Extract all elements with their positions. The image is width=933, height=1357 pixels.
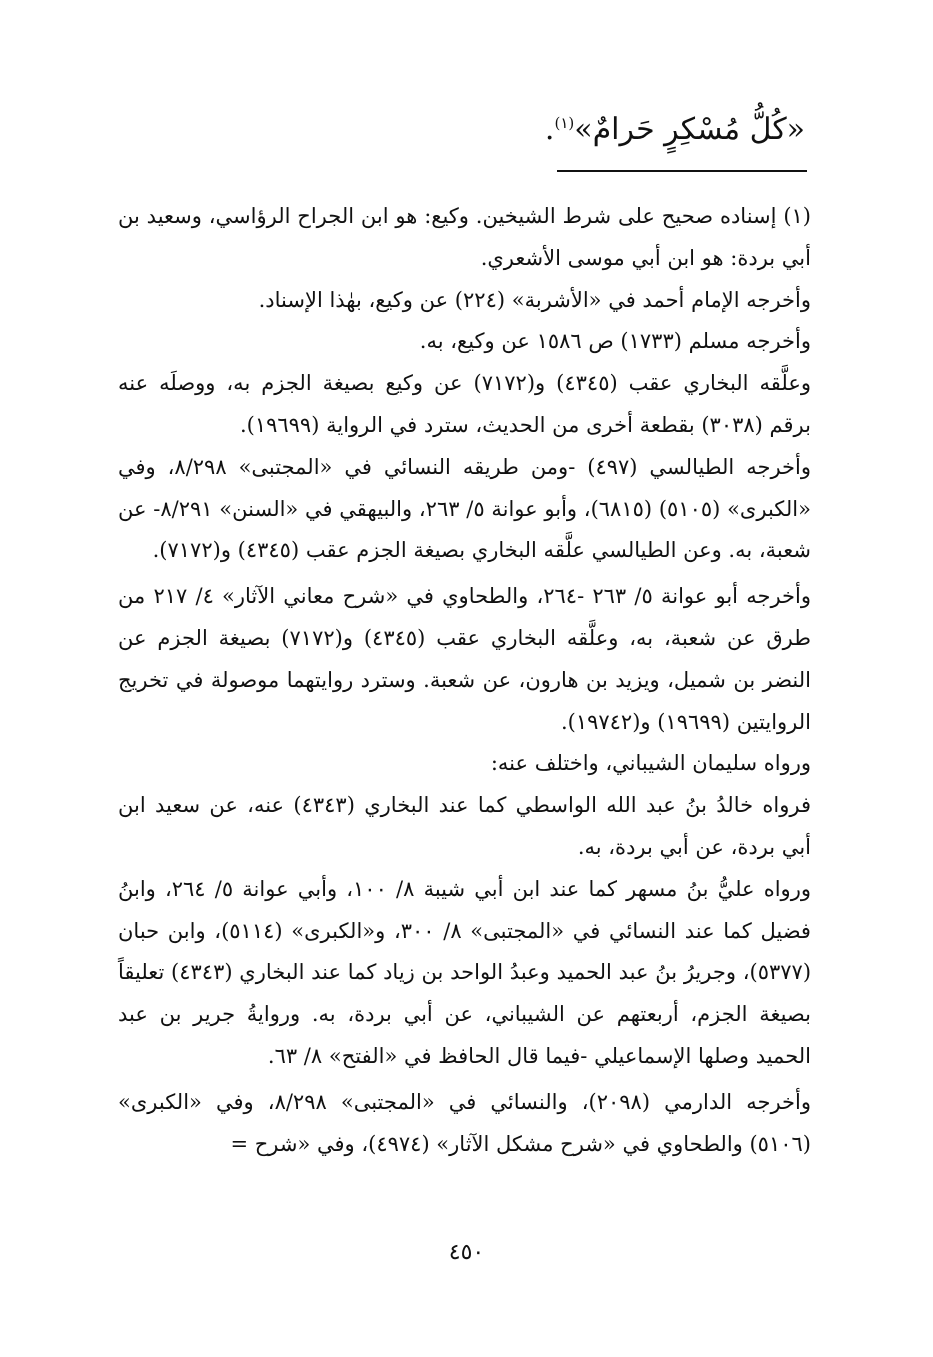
end-mark: . bbox=[544, 112, 555, 147]
footnote-paragraph: (١) إسناده صحيح على شرط الشيخين. وكيع: هو ابن الجراح الرؤاسي، وسعيد بن أبي بردة: هو ابن أبي موسى الأشعري. bbox=[118, 204, 811, 270]
hadith-text-block bbox=[110, 108, 805, 152]
page-number: ٤٥٠ bbox=[448, 1240, 485, 1265]
footnote-paragraph: ورواه سليمان الشيباني، واختلف عنه: bbox=[490, 751, 811, 776]
footnote-paragraph: وأخرجه مسلم (١٧٣٣) ص ١٥٨٦ عن وكيع، به. bbox=[419, 329, 811, 354]
footnote-paragraph: وأخرجه الإمام أحمد في «الأشربة» (٢٢٤) عن وكيع، بهٰذا الإسناد. bbox=[258, 287, 811, 312]
footnote-paragraph: وعلَّقه البخاري عقب (٤٣٤٥) و(٧١٧٢) عن وكيع بصيغة الجزم به، ووصلَه عنه برقم (٣٠٣٨) بقطعة أخرى من الحديث، سترد في الرواية (١٩٦٩٩). bbox=[118, 371, 811, 437]
footnote-separator bbox=[557, 170, 807, 172]
footnote-paragraph: وأخرجه الطيالسي (٤٩٧) -ومن طريقه النسائي في «المجتبى» ٨/٢٩٨، وفي «الكبرى» (٥١٠٥) (٦٨١٥)، وأبو عوانة ٥/ ٢٦٣، والبيهقي في «السنن» ٨/٢٩١- عن شعبة، به. وعن الطيالسي علَّقه البخاري بصيغة الجزم عقب (٤٣٤٥) و(٧١٧٢). bbox=[118, 454, 811, 563]
footnotes-section bbox=[118, 196, 811, 1165]
footnote-marker: (١) bbox=[554, 114, 575, 132]
footnote-paragraph: وأخرجه الدارمي (٢٠٩٨)، والنسائي في «المجتبى» ٨/٢٩٨، وفي «الكبرى» (٥١٠٦) والطحاوي في «شرح مشكل الآثار» (٤٩٧٤)، وفي «شرح = bbox=[118, 1089, 811, 1156]
footnote-paragraph: فرواه خالدُ بنُ عبد الله الواسطي كما عند البخاري (٤٣٤٣) عنه، عن سعيد ابن أبي بردة، عن أبي بردة، به. bbox=[118, 793, 811, 859]
hadith-text: «كُلُّ مُسْكِرٍ حَرامٌ» bbox=[574, 112, 805, 147]
footnote-paragraph: ورواه عليُّ بنُ مسهر كما عند ابن أبي شيبة ٨/ ١٠٠، وأبي عوانة ٥/ ٢٦٤، وابنُ فضيل كما عند النسائي في «المجتبى» ٨/ ٣٠٠، و«الكبرى» (٥١١٤)، وابن حبان (٥٣٧٧)، وجريرُ بنُ عبد الحميد وعبدُ الواحد بن زياد كما عند البخاري (٤٣٤٣) تعليقاً بصيغة الجزم، أربعتهم عن الشيباني، عن أبي بردة، به. وروايةُ جرير بن عبد الحميد وصلها الإسماعيلي -فيما قال الحافظ في «الفتح» ٨/ ٦٣. bbox=[118, 876, 812, 1068]
footnote-paragraph: وأخرجه أبو عوانة ٥/ ٢٦٣ -٢٦٤، والطحاوي في «شرح معاني الآثار» ٤/ ٢١٧ من طرق عن شعبة، به، وعلَّقه البخاري عقب (٤٣٤٥) و(٧١٧٢) بصيغة الجزم عن النضر بن شميل، ويزيد بن هارون، عن شعبة. وسترد روايتهما موصولة في تخريج الروايتين (١٩٦٩٩) و(١٩٧٤٢). bbox=[118, 584, 811, 734]
